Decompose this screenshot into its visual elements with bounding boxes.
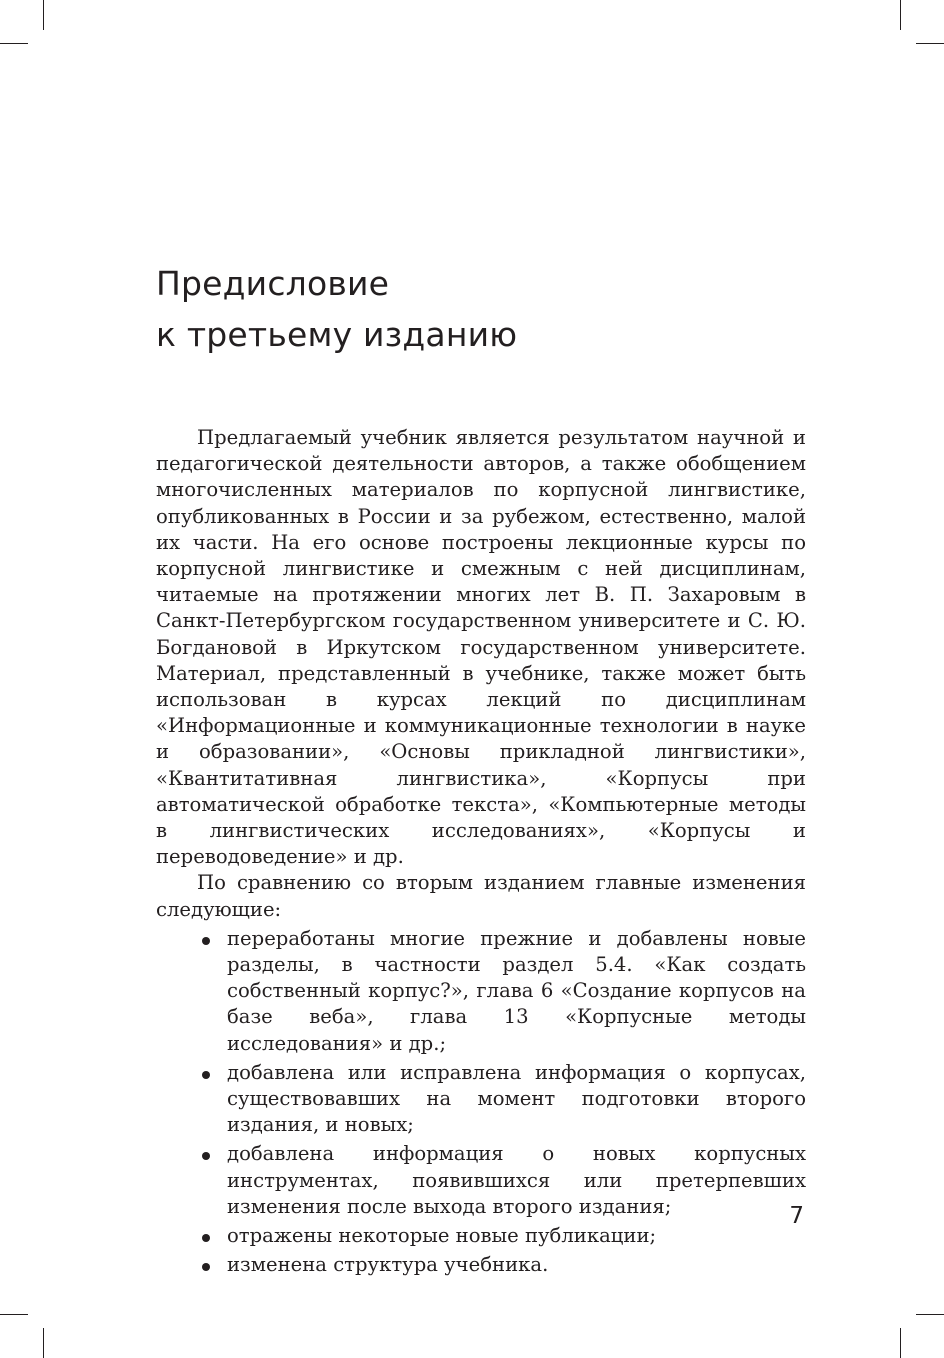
body-text (156, 425, 806, 1279)
list-item-text: переработаны многие прежние и добавлены новые разделы, в частности раздел 5.4. «Как создать собственный корпус?», глава 6 «Создание корпусов на базе веба», глава 13 «Корпусные методы исследования» и др.; (227, 926, 806, 1055)
crop-mark-top-left-h (0, 43, 28, 44)
list-item (156, 1223, 806, 1249)
list-item-text: изменена структура учебника. (227, 1253, 549, 1277)
bullet-icon (202, 1234, 210, 1242)
list-item-text: добавлена информация о новых корпусных инструментах, появившихся или претерпевших изменения после выхода второго издания; (227, 1142, 806, 1218)
crop-mark-top-right (900, 0, 901, 30)
crop-mark-top-left (43, 0, 44, 30)
title-line-1: Предисловие (156, 264, 390, 303)
crop-mark-bottom-right-h (916, 1314, 944, 1315)
title-line-2: к третьему изданию (156, 315, 518, 354)
list-item (156, 1252, 806, 1278)
list-item (156, 1141, 806, 1220)
paragraph-2: По сравнению со вторым изданием главные изменения следующие: (156, 871, 806, 921)
bullet-icon (202, 1071, 210, 1079)
page-number: 7 (789, 1203, 804, 1229)
list-item (156, 926, 806, 1057)
list-item-text: отражены некоторые новые публикации; (227, 1224, 657, 1248)
list-item-text: добавлена или исправлена информация о корпусах, существовавших на момент подготовки второго издания, и новых; (227, 1060, 806, 1137)
bullet-icon (202, 1263, 210, 1271)
crop-mark-bottom-left (43, 1328, 44, 1358)
bullet-icon (202, 937, 210, 945)
crop-mark-top-right-h (916, 43, 944, 44)
page-title (156, 258, 517, 360)
crop-mark-bottom-left-h (0, 1314, 28, 1315)
changes-list (156, 926, 806, 1279)
list-item (156, 1060, 806, 1139)
crop-mark-bottom-right (900, 1328, 901, 1358)
bullet-icon (202, 1152, 210, 1160)
paragraph-1: Предлагаемый учебник является результатом научной и педагогической деятельности авторов, а также обобщением многочисленных материалов по корпусной лингвистике, опубликованных в России и за рубежом, естественно, малой их части. На его основе построены лекционные курсы по корпусной лингвистике и смежным с ней дисциплинам, читаемые на протяжении многих лет В. П. Захаровым в Санкт-Петербургском государственном университете и С. Ю. Богдановой в Иркутском государственном университете. Материал, представленный в учебнике, также может быть использован в курсах лекций по дисциплинам «Информационные и коммуникационные технологии в науке и образовании», «Основы прикладной лингвистики», «Квантитативная лингвистика», «Корпусы при автоматической обработке текста», «Компьютерные методы в лингвистических исследованиях», «Корпусы и переводоведение» и др. (156, 426, 806, 869)
